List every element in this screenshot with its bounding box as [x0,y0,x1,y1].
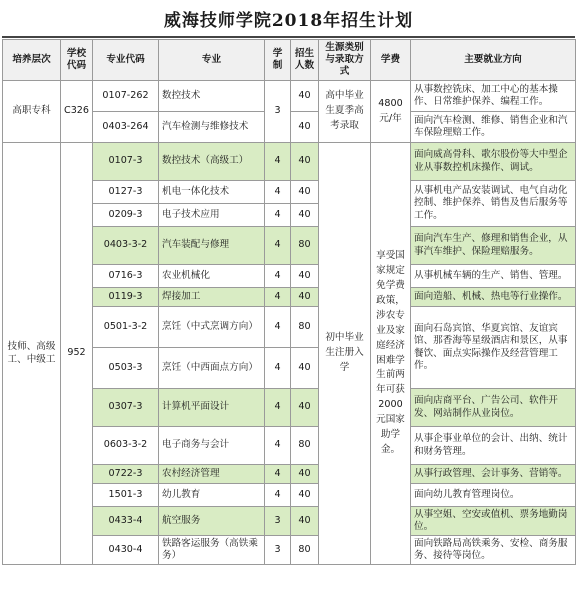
direction-cell: 从事机械车辆的生产、销售、管理。 [411,265,576,288]
direction-cell: 面向汽车生产、修理和销售企业，从事汽车维护、保险理赔服务。 [411,227,576,265]
page-title: 威海技师学院2018年招生计划 [163,11,414,31]
direction-cell: 面向威高骨科、歌尔股份等大中型企业从事数控机床操作、调试。 [411,143,576,181]
major-code-cell: 1501-3 [93,484,159,507]
major-code-cell: 0209-3 [93,204,159,227]
duration-cell: 4 [265,227,291,265]
duration-cell: 4 [265,265,291,288]
header-direction: 主要就业方向 [411,40,576,81]
header-level: 培养层次 [3,40,61,81]
duration-cell: 3 [265,536,291,565]
direction-cell: 面向石岛宾馆、华夏宾馆、友谊宾馆、那香海等星级酒店和景区，从事餐饮、面点实际操作及经营管理工作。 [411,307,576,389]
major-cell: 计算机平面设计 [159,389,265,427]
source-cell: 高中毕业生夏季高考录取 [319,81,371,143]
direction-cell: 面向造船、机械、热电等行业操作。 [411,288,576,307]
enrollment-plan-table [2,39,576,565]
major-cell: 电子商务与会计 [159,427,265,465]
count-cell: 40 [291,348,319,389]
header-duration: 学制 [265,40,291,81]
major-code-cell: 0430-4 [93,536,159,565]
major-code-cell: 0127-3 [93,181,159,204]
title-divider [2,36,575,38]
source-cell: 初中毕业生注册入学 [319,143,371,565]
duration-cell: 4 [265,307,291,348]
major-cell: 烹饪（中式烹调方向） [159,307,265,348]
count-cell: 80 [291,227,319,265]
major-cell: 电子技术应用 [159,204,265,227]
count-cell: 40 [291,507,319,536]
duration-cell: 4 [265,348,291,389]
count-cell: 40 [291,143,319,181]
direction-cell: 面向铁路局高铁乘务、安检、商务服务、接待等岗位。 [411,536,576,565]
count-cell: 40 [291,204,319,227]
major-cell: 幼儿教育 [159,484,265,507]
major-code-cell: 0722-3 [93,465,159,484]
header-source: 生源类别与录取方式 [319,40,371,81]
major-code-cell: 0307-3 [93,389,159,427]
header-major-code: 专业代码 [93,40,159,81]
school-code-cell: C326 [61,81,93,143]
major-code-cell: 0433-4 [93,507,159,536]
duration-cell: 3 [265,81,291,143]
duration-cell: 4 [265,465,291,484]
count-cell: 40 [291,265,319,288]
direction-cell: 面向汽车检测、维修、销售企业和汽车保险理赔工作。 [411,112,576,143]
major-code-cell: 0107-262 [93,81,159,112]
direction-cell: 从事空姐、空安或值机、票务地勤岗位。 [411,507,576,536]
tuition-cell: 4800元/年 [371,81,411,143]
count-cell: 40 [291,81,319,112]
header-tuition: 学费 [371,40,411,81]
major-code-cell: 0403-264 [93,112,159,143]
level-cell: 高职专科 [3,81,61,143]
count-cell: 80 [291,307,319,348]
major-cell: 汽车检测与维修技术 [159,112,265,143]
duration-cell: 4 [265,484,291,507]
duration-cell: 4 [265,204,291,227]
count-cell: 80 [291,427,319,465]
count-cell: 40 [291,465,319,484]
duration-cell: 4 [265,181,291,204]
major-cell: 汽车装配与修理 [159,227,265,265]
count-cell: 80 [291,536,319,565]
direction-cell: 从事数控铣床、加工中心的基本操作、日常维护保养、编程工作。 [411,81,576,112]
major-code-cell: 0716-3 [93,265,159,288]
duration-cell: 3 [265,507,291,536]
direction-cell: 面向幼儿教育管理岗位。 [411,484,576,507]
table-row [3,143,576,181]
count-cell: 40 [291,181,319,204]
count-cell: 40 [291,389,319,427]
major-cell: 数控技术 [159,81,265,112]
header-row [3,40,576,81]
tuition-cell: 享受国家规定免学费政策，涉农专业及家庭经济困难学生前两年可获2000元国家助学金。 [371,143,411,565]
major-cell: 焊接加工 [159,288,265,307]
major-code-cell: 0503-3 [93,348,159,389]
count-cell: 40 [291,112,319,143]
direction-cell: 从事机电产品安装调试、电气自动化控制、维护保养、销售及售后服务等工作。 [411,181,576,227]
major-code-cell: 0107-3 [93,143,159,181]
school-code-cell: 952 [61,143,93,565]
major-cell: 航空服务 [159,507,265,536]
duration-cell: 4 [265,427,291,465]
major-code-cell: 0119-3 [93,288,159,307]
major-code-cell: 0501-3-2 [93,307,159,348]
direction-cell: 从事企事业单位的会计、出纳、统计和财务管理。 [411,427,576,465]
count-cell: 40 [291,484,319,507]
level-cell: 技师、高级工、中级工 [3,143,61,565]
header-major: 专业 [159,40,265,81]
major-cell: 农村经济管理 [159,465,265,484]
major-cell: 烹饪（中西面点方向） [159,348,265,389]
direction-cell: 从事行政管理、会计事务、营销等。 [411,465,576,484]
duration-cell: 4 [265,389,291,427]
header-school-code: 学校代码 [61,40,93,81]
duration-cell: 4 [265,288,291,307]
major-cell: 数控技术（高级工） [159,143,265,181]
direction-cell: 面向店商平台、广告公司、软件开发、网站制作从业岗位。 [411,389,576,427]
header-count: 招生人数 [291,40,319,81]
table-row [3,81,576,112]
major-code-cell: 0603-3-2 [93,427,159,465]
duration-cell: 4 [265,143,291,181]
major-cell: 机电一体化技术 [159,181,265,204]
major-cell: 农业机械化 [159,265,265,288]
count-cell: 40 [291,288,319,307]
major-cell: 铁路客运服务（高铁乘务） [159,536,265,565]
major-code-cell: 0403-3-2 [93,227,159,265]
